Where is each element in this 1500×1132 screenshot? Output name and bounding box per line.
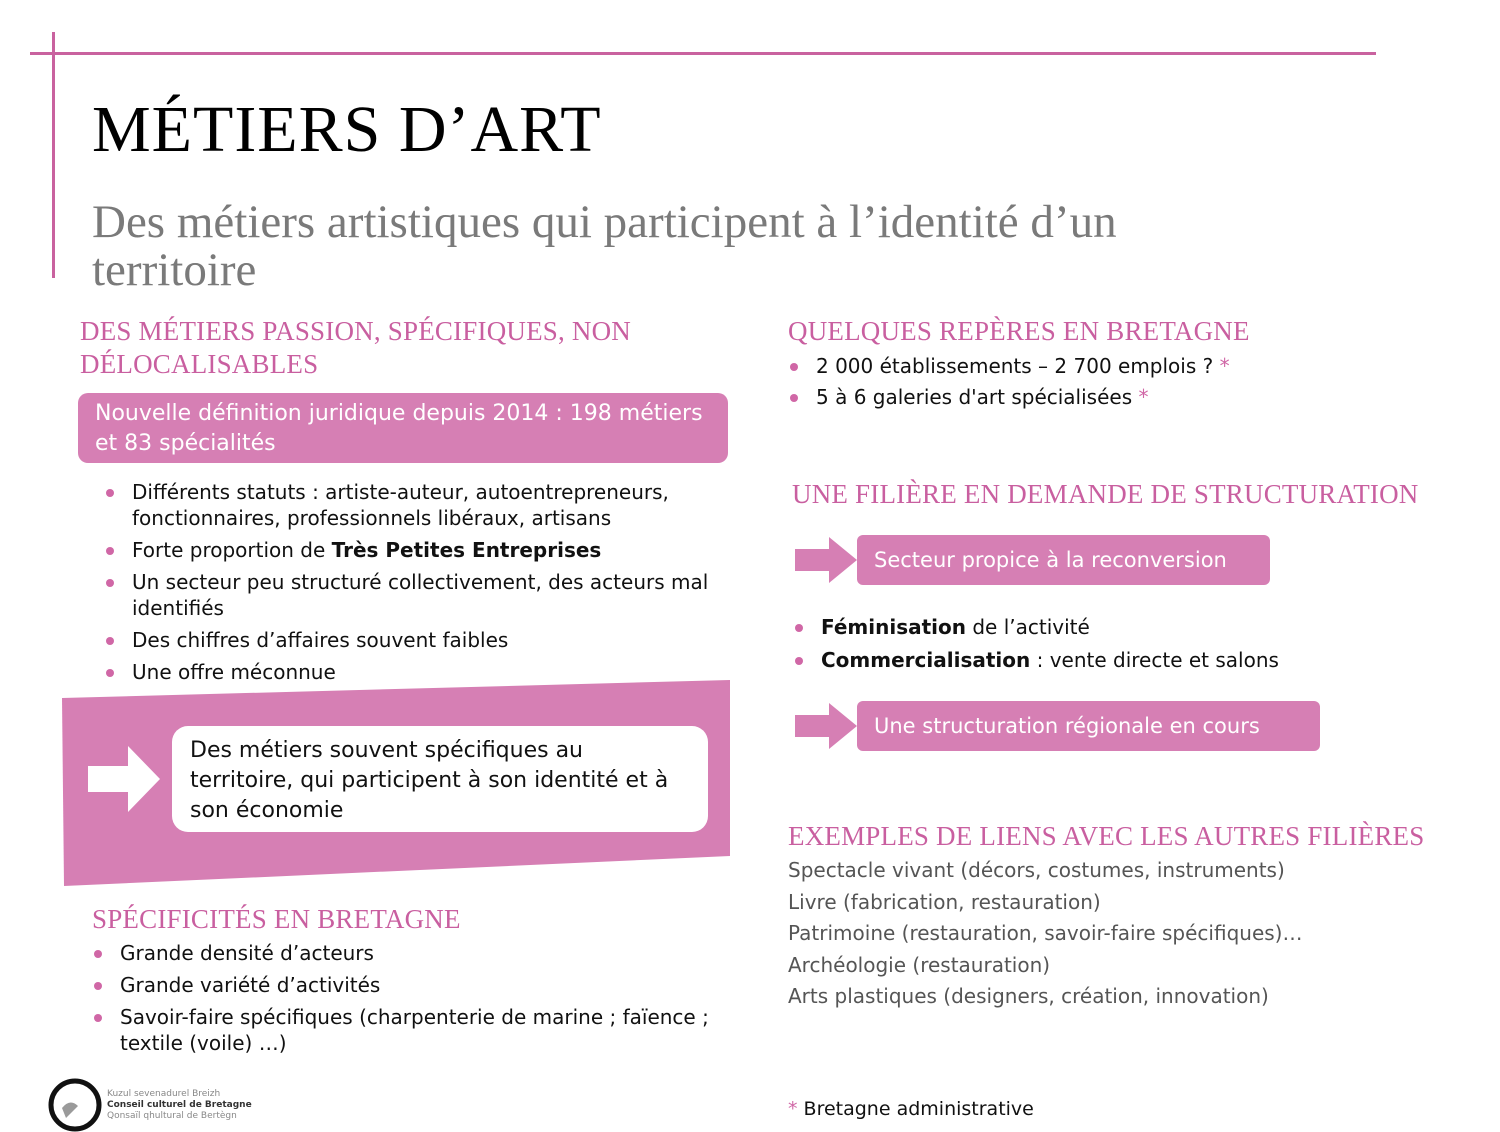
list-item: Livre (fabrication, restauration) xyxy=(788,889,1101,914)
list-item: Des chiffres d’affaires souvent faibles xyxy=(106,627,726,653)
list-item: Archéologie (restauration) xyxy=(788,952,1051,977)
tag-structuration: Une structuration régionale en cours xyxy=(857,701,1320,751)
list-item-text: Forte proportion de xyxy=(132,538,332,562)
passion-bullet-list xyxy=(106,479,726,685)
callout-box: Des métiers souvent spécifiques au territoire, qui participent à son identité et à son économie xyxy=(172,726,708,832)
list-item: Savoir-faire spécifiques (charpenterie de marine ; faïence ; textile (voile) …) xyxy=(94,1004,734,1056)
list-item: Différents statuts : artiste-auteur, autoentrepreneurs, fonctionnaires, professionnels libéraux, artisans xyxy=(106,479,726,531)
list-item-bold: Féminisation xyxy=(821,615,966,639)
section-heading-passion: DES MÉTIERS PASSION, SPÉCIFIQUES, NON DÉLOCALISABLES xyxy=(80,316,631,379)
list-item: Un secteur peu structuré collectivement, des acteurs mal identifiés xyxy=(106,569,726,621)
asterisk-mark: * xyxy=(1138,385,1149,409)
list-item xyxy=(790,384,1450,410)
logo-line-2: Conseil culturel de Bretagne xyxy=(107,1100,252,1110)
left-rule xyxy=(52,32,55,278)
list-item-text: de l’activité xyxy=(966,615,1090,639)
list-item: Une offre méconnue xyxy=(106,659,726,685)
footnote xyxy=(788,1098,1034,1120)
page-title: MÉTIERS D’ART xyxy=(92,93,602,166)
list-item: Spectacle vivant (décors, costumes, instruments) xyxy=(788,858,1285,882)
tag-reconversion: Secteur propice à la reconversion xyxy=(857,535,1270,585)
list-item: Arts plastiques (designers, création, innovation) xyxy=(788,984,1269,1008)
list-item-text: 2 000 établissements – 2 700 emplois ? xyxy=(816,354,1220,378)
list-item xyxy=(106,537,726,563)
section-heading-bretagne: SPÉCIFICITÉS EN BRETAGNE xyxy=(92,904,461,934)
list-item: Grande variété d’activités xyxy=(94,972,734,998)
page-subtitle: Des métiers artistiques qui participent à l’identité d’un territoire xyxy=(92,196,1117,296)
arrow-right-icon xyxy=(795,537,857,583)
footnote-text: Bretagne administrative xyxy=(797,1098,1034,1120)
definition-box: Nouvelle définition juridique depuis 2014 : 198 métiers et 83 spécialités xyxy=(78,393,728,463)
list-item-text: : vente directe et salons xyxy=(1030,648,1279,672)
arrow-right-icon xyxy=(88,746,160,812)
arrow-right-icon xyxy=(795,703,857,749)
list-item xyxy=(795,647,1455,673)
asterisk-mark: * xyxy=(788,1098,798,1120)
asterisk-mark: * xyxy=(1219,354,1230,378)
logo-text xyxy=(107,1089,252,1122)
logo-line-1: Kuzul sevenadurel Breizh xyxy=(107,1089,221,1099)
section-heading-filiere: UNE FILIÈRE EN DEMANDE DE STRUCTURATION xyxy=(792,479,1419,509)
section-heading-reperes: QUELQUES REPÈRES EN BRETAGNE xyxy=(788,316,1250,346)
council-logo-icon xyxy=(48,1078,102,1132)
list-item-bold: Commercialisation xyxy=(821,648,1031,672)
list-item-bold: Très Petites Entreprises xyxy=(331,538,602,562)
list-item-text: 5 à 6 galeries d'art spécialisées xyxy=(816,385,1139,409)
logo-line-3: Qonsaïl qhultural de Bertègn xyxy=(107,1111,237,1121)
section-heading-exemples: EXEMPLES DE LIENS AVEC LES AUTRES FILIÈRES xyxy=(788,821,1425,851)
reperes-bullet-list xyxy=(790,353,1450,410)
list-item: Grande densité d’acteurs xyxy=(94,940,734,966)
top-rule xyxy=(30,52,1376,55)
list-item xyxy=(790,353,1450,379)
filiere-bullet-list xyxy=(795,614,1455,673)
list-item: Patrimoine (restauration, savoir-faire spécifiques)… xyxy=(788,921,1303,945)
exemples-list xyxy=(788,855,1448,1013)
list-item xyxy=(795,614,1455,640)
bretagne-bullet-list xyxy=(94,940,734,1056)
